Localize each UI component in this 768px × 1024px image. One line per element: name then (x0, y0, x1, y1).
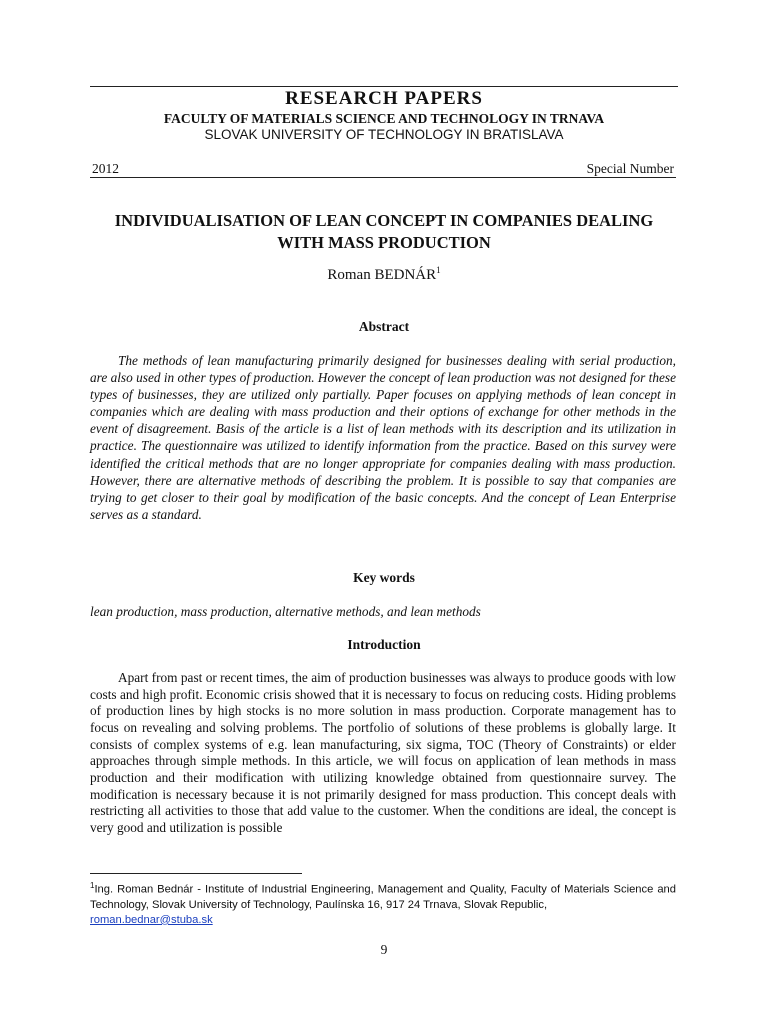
keywords-text: lean production, mass production, alternative methods, and lean methods (90, 604, 481, 619)
header-top-rule (90, 86, 678, 87)
footnote (90, 878, 676, 928)
abstract-text: The methods of lean manufacturing primarily designed for businesses dealing with serial production, are also used in other types of production. However the concept of lean production was not designed for these types of businesses, they are utilized only partially. Paper focuses on applying methods of lean concept in companies which are dealing with mass production and their options of exchange for other methods in the event of disagreement. Basis of the article is a list of lean methods with its description and its utilization in practice. The questionnaire was utilized to identify information from the practice. Based on this survey were identified the critical methods that are no longer appropriate for companies dealing with mass production. However, there are alternative methods of describing the problem. It is possible to say that companies are trying to get closer to their goal by modification of the basic concepts. And the concept of Lean Enterprise serves as a standard. (90, 353, 676, 522)
university-name: SLOVAK UNIVERSITY OF TECHNOLOGY IN BRATISLAVA (204, 127, 564, 142)
faculty-name: FACULTY OF MATERIALS SCIENCE AND TECHNOLOGY IN TRNAVA (163, 111, 605, 126)
footnote-mark: 1 (90, 881, 95, 890)
issue-label: Special Number (586, 161, 674, 176)
author-footnote-mark: 1 (436, 265, 441, 275)
paper-title: INDIVIDUALISATION OF LEAN CONCEPT IN COMPANIES DEALING WITH MASS PRODUCTION (114, 211, 654, 252)
journal-title: RESEARCH PAPERS (285, 88, 483, 109)
abstract-heading: Abstract (358, 319, 410, 334)
page-number: 9 (380, 942, 388, 957)
footnote-rule (90, 873, 302, 874)
header-bottom-rule (90, 177, 676, 178)
introduction-heading: Introduction (347, 637, 421, 652)
author-line (0, 265, 768, 284)
author-email-link[interactable]: roman.bednar@stuba.sk (90, 913, 213, 926)
introduction-text: Apart from past or recent times, the aim of production businesses was always to produce goods with low costs and high profit. Economic crisis showed that it is necessary to focus on reducing costs. Hiding problems of production lines by high stocks is no more solution in mass production. Corporate management has to focus on revealing and solving problems. The portfolio of solutions of these problems is globally large. It consists of complex systems of e.g. lean manufacturing, six sigma, TOC (Theory of Constraints) or elder approaches through simple methods. In this article, we will focus on application of lean methods in mass production and their modification with utilizing knowledge obtained from questionnaire survey. The modification is necessary because it is not primarily designed for mass production. This concept deals with restricting all activities to those that add value to the customer. When the conditions are ideal, the concept is very good and utilization is possible (90, 670, 676, 835)
footnote-text: Ing. Roman Bednár - Institute of Industrial Engineering, Management and Quality, Faculty of Materials Science and Technology, Slovak University of Technology, Paulínska 16, 917 24 Trnava, Slovak Republic, (90, 883, 676, 911)
author-name: Roman BEDNÁR (327, 267, 437, 283)
keywords-heading: Key words (353, 570, 415, 585)
issue-year: 2012 (92, 161, 119, 176)
